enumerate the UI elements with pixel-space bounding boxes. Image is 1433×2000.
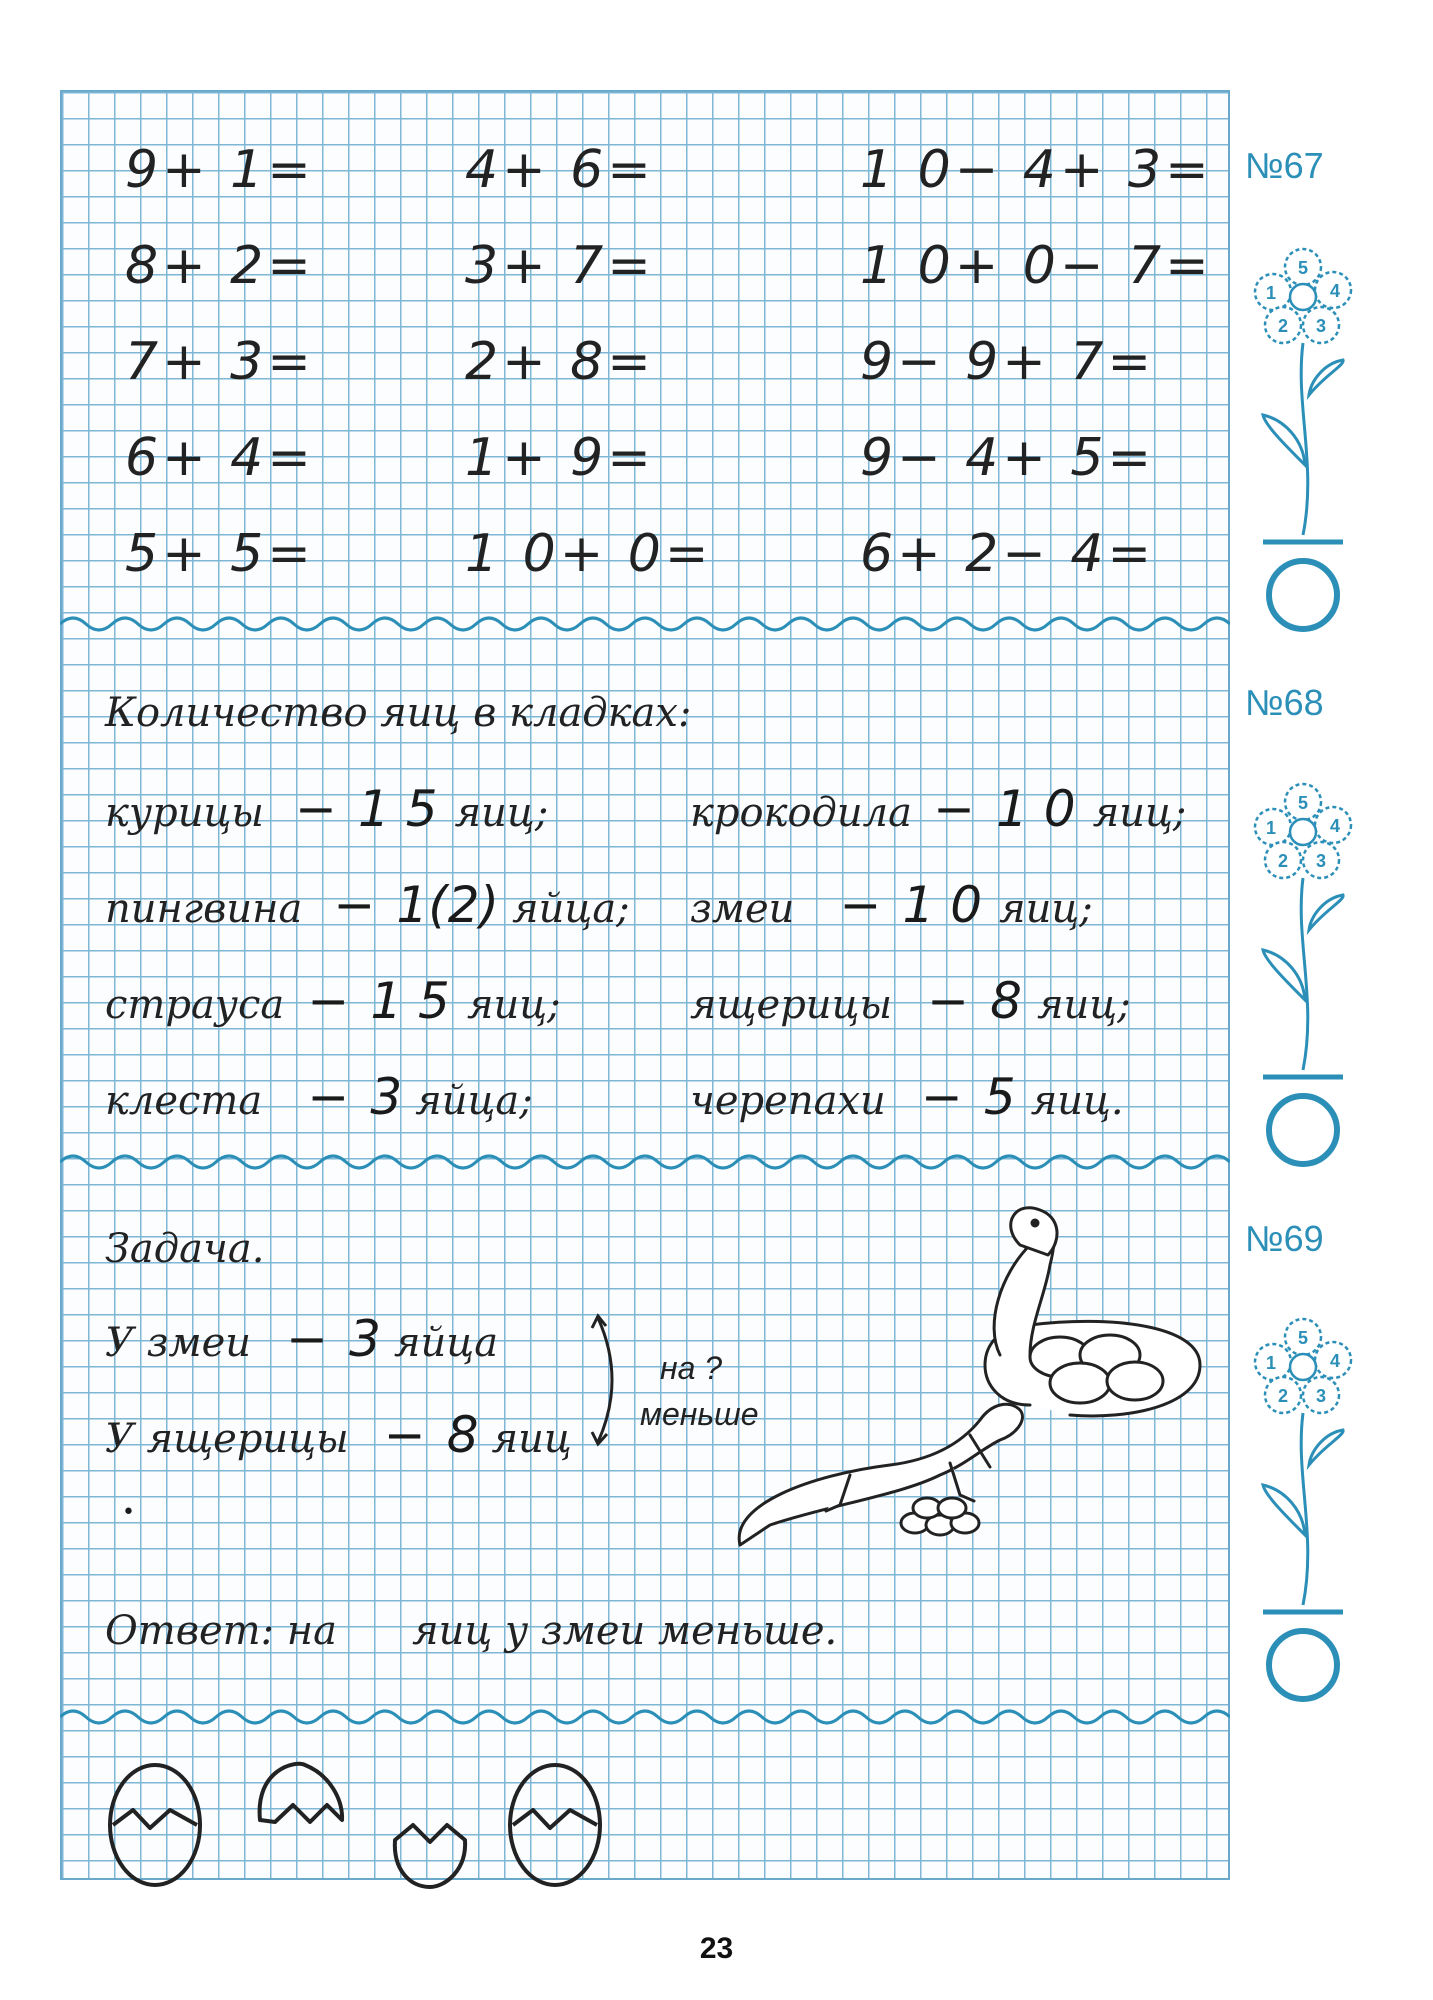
- wavy-divider: [60, 612, 1230, 636]
- flower-score-icon: [1245, 780, 1365, 1170]
- egg-top-shell-icon: [260, 1764, 342, 1822]
- flower-digit: 3: [1315, 316, 1327, 336]
- expression: 7+ 3=: [125, 332, 315, 392]
- answer-rest: яиц у змеи меньше.: [412, 1608, 838, 1654]
- animal: страуса: [105, 982, 285, 1028]
- question-label: на ?: [660, 1350, 723, 1386]
- expression: 6+ 4=: [125, 428, 315, 488]
- condition-line: [105, 1310, 498, 1368]
- flower-digit: 4: [1329, 1351, 1341, 1371]
- animal: черепахи: [690, 1078, 886, 1124]
- comparison-arrow: [590, 1310, 630, 1450]
- egg-count: 8: [990, 972, 1022, 1030]
- task-number: №67: [1245, 145, 1324, 186]
- animal: крокодила: [690, 790, 912, 836]
- flower-digit: 5: [1297, 1328, 1309, 1348]
- egg-count: 1 0: [996, 780, 1076, 838]
- condition-line: [105, 1406, 572, 1464]
- wavy-divider: [60, 1150, 1230, 1174]
- eggs-row: [105, 876, 630, 934]
- wavy-divider: [60, 1705, 1230, 1729]
- expression: 1 0+ 0=: [465, 524, 713, 584]
- expression: 9− 4+ 5=: [860, 428, 1156, 488]
- dash: −: [927, 972, 970, 1030]
- egg-count: 3: [349, 1310, 381, 1368]
- flower-digit: 1: [1265, 1353, 1277, 1373]
- expression: 5+ 5=: [125, 524, 315, 584]
- flower-digit: 4: [1329, 816, 1341, 836]
- flower-score-icon: [1245, 245, 1365, 635]
- expression: 2+ 8=: [465, 332, 655, 392]
- expression: 1 0− 4+ 3=: [860, 140, 1213, 200]
- flower-digit: 2: [1277, 316, 1289, 336]
- expression: 1+ 9=: [465, 428, 655, 488]
- flower-digit: 5: [1297, 793, 1309, 813]
- animal: пингвина: [105, 886, 303, 932]
- expression: 6+ 2− 4=: [860, 524, 1156, 584]
- egg-count: 1 0: [902, 876, 983, 934]
- dash: −: [333, 876, 376, 934]
- flower-score-icon: [1245, 1315, 1365, 1705]
- animal: курицы: [105, 790, 264, 836]
- dash: −: [933, 780, 975, 838]
- egg-bottom-shell-icon: [395, 1825, 465, 1887]
- eggs-row: [105, 972, 561, 1030]
- dash: −: [295, 780, 337, 838]
- flower-digit: 3: [1315, 1386, 1327, 1406]
- unit: яиц;: [1037, 982, 1131, 1028]
- unit: яиц.: [1030, 1078, 1124, 1124]
- animal: клеста: [105, 1078, 263, 1124]
- snake-lizard-illustration: [730, 1205, 1230, 1555]
- page-number: 23: [699, 1932, 734, 1965]
- dash: −: [286, 1310, 329, 1368]
- unit: яиц;: [454, 790, 549, 836]
- flower-digit: 2: [1277, 851, 1289, 871]
- unit: яиц;: [999, 886, 1093, 932]
- answer-line: [105, 1608, 837, 1654]
- egg-count: 8: [446, 1406, 479, 1464]
- subject: У змеи: [105, 1320, 252, 1366]
- task-number: №68: [1245, 682, 1324, 723]
- expression: 8+ 2=: [125, 236, 315, 296]
- flower-digit: 3: [1315, 851, 1327, 871]
- eggs-row: [105, 1068, 533, 1126]
- egg-count: 1 5: [370, 972, 450, 1030]
- heading: Количество яиц в кладках:: [105, 690, 692, 736]
- unit: яйца: [394, 1320, 499, 1366]
- eggs-row: [690, 780, 1186, 838]
- egg-count: 1 5: [358, 780, 438, 838]
- expression: 3+ 7=: [465, 236, 655, 296]
- dash: −: [307, 972, 350, 1030]
- unit: яиц;: [466, 982, 561, 1028]
- expression: 4+ 6=: [465, 140, 655, 200]
- dash: −: [307, 1068, 350, 1126]
- unit: яйца;: [512, 886, 630, 932]
- eggs-row: [690, 972, 1131, 1030]
- flower-digit: 5: [1297, 258, 1309, 278]
- solution-dot: •: [122, 1500, 135, 1525]
- expression: 1 0+ 0− 7=: [860, 236, 1213, 296]
- egg-count: 3: [370, 1068, 403, 1126]
- eggs-row: [690, 876, 1093, 934]
- egg-count: 1(2): [396, 876, 500, 934]
- dash: −: [839, 876, 882, 934]
- animal: змеи: [690, 886, 795, 932]
- expression: 9− 9+ 7=: [860, 332, 1156, 392]
- flower-digit: 1: [1265, 818, 1277, 838]
- task-number: №69: [1245, 1218, 1324, 1259]
- flower-digit: 4: [1329, 281, 1341, 301]
- dash: −: [383, 1406, 426, 1464]
- flower-digit: 1: [1265, 283, 1277, 303]
- whole-egg-icon: [510, 1765, 600, 1885]
- task-title: Задача.: [105, 1226, 265, 1272]
- unit: яиц;: [1092, 790, 1187, 836]
- animal: ящерицы: [690, 982, 893, 1028]
- expression: 9+ 1=: [125, 140, 315, 200]
- dash: −: [920, 1068, 963, 1126]
- whole-egg-icon: [110, 1765, 200, 1885]
- question-label: меньше: [640, 1396, 759, 1432]
- subject: У ящерицы: [105, 1416, 349, 1462]
- eggs-row: [105, 780, 548, 838]
- answer-label: Ответ: на: [105, 1608, 337, 1654]
- unit: яиц: [491, 1416, 572, 1462]
- flower-digit: 2: [1277, 1386, 1289, 1406]
- unit: яйца;: [415, 1078, 533, 1124]
- eggs-row: [690, 1068, 1124, 1126]
- egg-count: 5: [983, 1068, 1016, 1126]
- egg-tracing-figures: [95, 1760, 655, 1890]
